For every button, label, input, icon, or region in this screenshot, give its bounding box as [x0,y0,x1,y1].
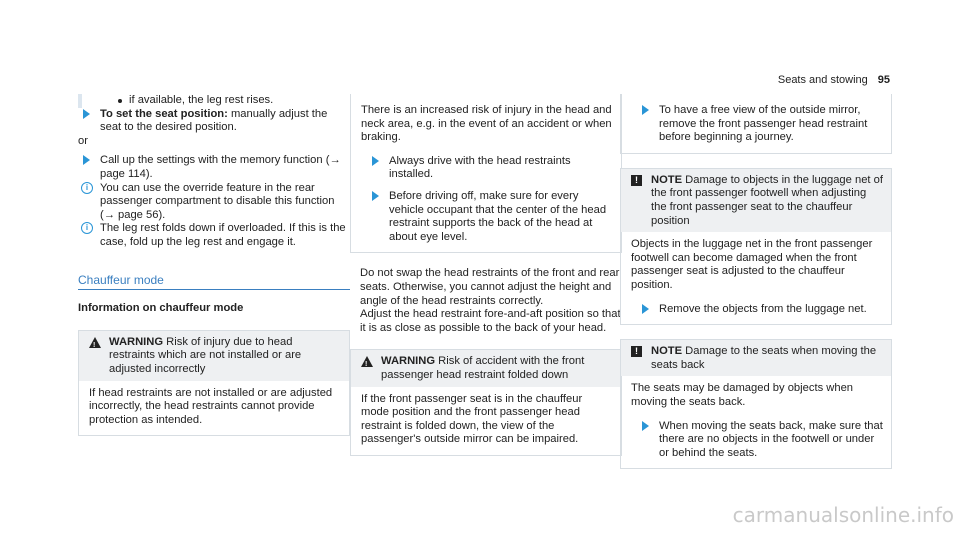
note-head-text: Damage to the seats when moving the seats back [651,345,877,371]
note-head-text: Damage to objects in the luggage net of the front passenger footwell when adjusting the front passenger seat to the chauffeur position [651,173,883,227]
arrow-right-icon [642,421,649,431]
step-text: When moving the seats back, make sure that there are no objects in the footwell or under or behind the seats. [659,419,883,459]
warning-body-text: If head restraints are not installed or are adjusted incorrectly, the head restraints cannot provide protection as intended. [89,386,333,426]
warning-head [351,350,621,386]
note-body [621,232,891,324]
column-2 [350,94,622,456]
step-text: Call up the settings with the memory function (→ page 114). [100,154,341,180]
bullet-icon [118,99,122,103]
running-header [778,74,890,86]
note-body [621,376,891,468]
paragraph: Do not swap the head restraints of the front and rear seats. Otherwise, you cannot adjust the height and angle of the head restraints correctly. [360,267,620,307]
step-check-footwell [631,420,883,461]
warning-label: WARNING [109,335,164,348]
bullet-text: if available, the leg rest rises. [129,94,274,106]
note-body-text: Objects in the luggage net in the front passenger footwell can become damaged when the front passenger seat is adjusted to the chauffeur position. [631,238,873,291]
step-remove-restraint [631,104,883,145]
note-text: You can use the override feature in the rear passenger compartment to disable this function (→ page 56). [100,181,335,221]
header-section: Seats and stowing [777,74,868,86]
arrow-right-icon [83,109,90,119]
warning-box [78,330,350,437]
or-separator: or [78,134,88,147]
warning-head-text: Risk of accident with the front passenger head restraint folded down [381,355,585,381]
step-label: To set the seat position: [100,107,228,120]
warning-label: WARNING [381,355,436,368]
arrow-right-icon [372,191,379,201]
arrow-right-icon [642,105,649,115]
step-text: manually adjust the seat to the desired position. [100,107,328,134]
warning-box-continued [350,94,622,253]
step-text: Always drive with the head restraints installed. [389,154,571,181]
warning-body-text: There is an increased risk of injury in the head and neck area, e.g. in the event of an accident or when braking. [361,104,612,144]
sub-title: Information on chauffeur mode [78,302,244,315]
section-title: Chauffeur mode [78,274,350,291]
warning-body [351,387,621,455]
warning-body [621,94,891,153]
warning-head-text: Risk of injury due to head restraints which are not installed or are adjusted incorrectly [109,335,302,375]
note-label: NOTE [651,173,683,186]
note-exclamation-icon: ! [631,175,642,186]
note-box-seats-back [620,339,892,469]
step-text: Before driving off, make sure for every vehicle occupant that the center of the head restraint supports the back of the head at about eye level. [389,189,607,243]
step-remove-objects [631,303,883,317]
arrow-right-icon [642,304,649,314]
step-text: To have a free view of the outside mirror, remove the front passenger head restraint before beginning a journey. [659,104,868,144]
warning-body-text: If the front passenger seat is in the chauffeur mode position and the front passenger head restraint is folded down, the view of the passenger's outside mirror can be impaired. [361,392,583,446]
warning-body [79,381,349,436]
column-3 [620,94,892,469]
step-set-seat-position [72,108,350,135]
warning-triangle-icon [361,356,373,367]
arrow-right-icon [372,156,379,166]
note-exclamation-icon: ! [631,346,642,357]
note-label: NOTE [651,345,683,358]
warning-head [79,331,349,381]
arrow-right-icon [83,155,90,165]
bullet-item [91,94,350,108]
info-note-override [72,182,350,223]
step-check-occupants [361,190,613,244]
note-text: The leg rest folds down if overloaded. If this is the case, fold up the leg rest and engage it. [100,222,346,248]
step-drive-with-restraints [361,155,613,182]
paragraph: Adjust the head restraint fore-and-aft position so that it is as close as possible to the back of your head. [360,308,621,334]
note-head [621,169,891,232]
watermark: carmanualsonline.info [732,503,954,527]
warning-box [350,349,622,456]
page-number: 95 [877,74,890,86]
info-icon: i [81,182,93,194]
note-box-luggage-net [620,168,892,325]
step-memory [72,154,350,181]
info-icon: i [81,222,93,234]
note-body-text: The seats may be damaged by objects when moving the seats back. [631,382,854,408]
column-1 [78,94,350,436]
warning-box-continued [620,94,892,154]
note-head [621,340,891,376]
step-text: Remove the objects from the luggage net. [659,302,867,315]
continued-block [78,94,350,108]
warning-body [351,94,621,252]
info-note-leg-rest [72,222,350,249]
warning-triangle-icon [89,337,101,348]
